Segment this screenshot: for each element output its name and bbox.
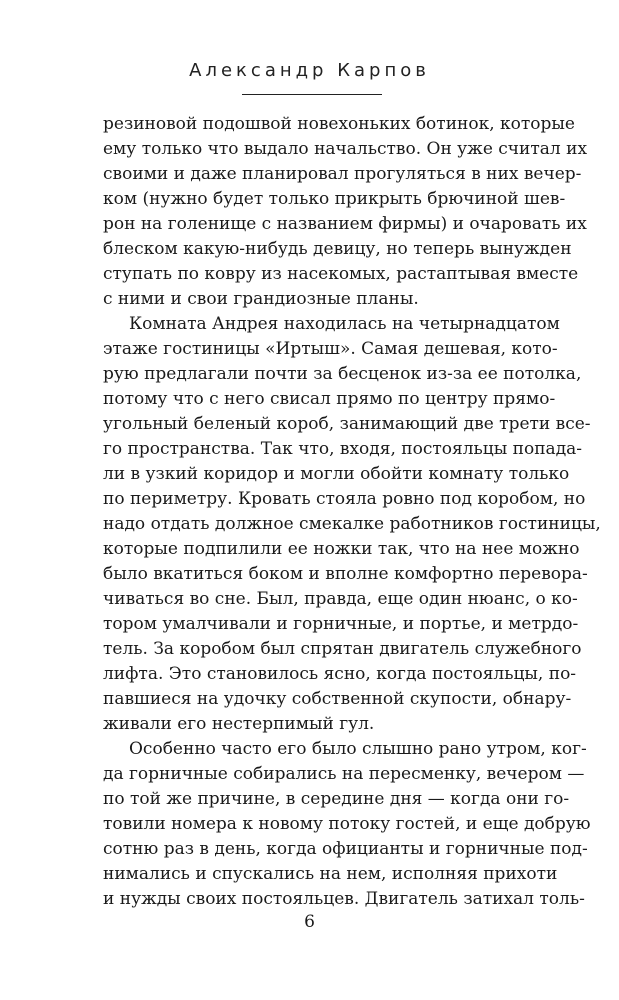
body-text <box>103 112 601 912</box>
text-line: которые подпилили ее ножки так, что на нее можно <box>103 539 580 559</box>
text-line: товили номера к новому потоку гостей, и еще добрую <box>103 814 591 834</box>
text-line: да горничные собирались на пересменку, вечером — <box>103 764 585 784</box>
text-line: блеском какую-нибудь девицу, но теперь вынужден <box>103 239 572 259</box>
paragraph <box>103 737 591 912</box>
text-line: сотню раз в день, когда официанты и горничные под- <box>103 839 588 859</box>
text-line: тель. За коробом был спрятан двигатель служебного <box>103 639 582 659</box>
text-line: этаже гостиницы «Иртыш». Самая дешевая, кото- <box>103 339 558 359</box>
text-line: живали его нестерпимый гул. <box>103 714 375 734</box>
text-line: павшиеся на удочку собственной скупости, обнару- <box>103 689 572 709</box>
text-line: резиновой подошвой новехоньких ботинок, которые <box>103 114 575 134</box>
text-line: угольный беленый короб, занимающий две трети все- <box>103 414 591 434</box>
header-rule <box>242 94 382 95</box>
text-line: по периметру. Кровать стояла ровно под коробом, но <box>103 489 586 509</box>
text-line: рую предлагали почти за бесценок из-за ее потолка, <box>103 364 582 384</box>
text-line: с ними и свои грандиозные планы. <box>103 289 419 309</box>
text-line: тором умалчивали и горничные, и портье, и метрдо- <box>103 614 579 634</box>
text-line: нимались и спускались на нем, исполняя прихоти <box>103 864 558 884</box>
text-line: было вкатиться боком и вполне комфортно перевора- <box>103 564 588 584</box>
text-line: го пространства. Так что, входя, постояльцы попада- <box>103 439 583 459</box>
text-line: потому что с него свисал прямо по центру прямо- <box>103 389 556 409</box>
text-line: ком (нужно будет только прикрыть брючиной шев- <box>103 189 566 209</box>
text-line: Особенно часто его было слышно рано утром, ког- <box>129 739 587 759</box>
text-line: ли в узкий коридор и могли обойти комнату только <box>103 464 570 484</box>
text-line: своими и даже планировал прогуляться в них вечер- <box>103 164 582 184</box>
paragraph <box>103 312 601 737</box>
text-line: рон на голенище с названием фирмы) и очаровать их <box>103 214 587 234</box>
text-line: надо отдать должное смекалке работников гостиницы, <box>103 514 601 534</box>
paragraph <box>103 112 588 312</box>
running-header-author: Александр Карпов <box>189 60 430 81</box>
text-line: лифта. Это становилось ясно, когда постояльцы, по- <box>103 664 577 684</box>
text-line: Комната Андрея находилась на четырнадцатом <box>129 314 560 334</box>
text-line: по той же причине, в середине дня — когда они го- <box>103 789 570 809</box>
page-number: 6 <box>304 912 315 932</box>
text-line: и нужды своих постояльцев. Двигатель затихал толь- <box>103 889 585 909</box>
text-line: ему только что выдало начальство. Он уже считал их <box>103 139 588 159</box>
text-line: ступать по ковру из насекомых, растаптывая вместе <box>103 264 579 284</box>
text-line: чиваться во сне. Был, правда, еще один нюанс, о ко- <box>103 589 578 609</box>
